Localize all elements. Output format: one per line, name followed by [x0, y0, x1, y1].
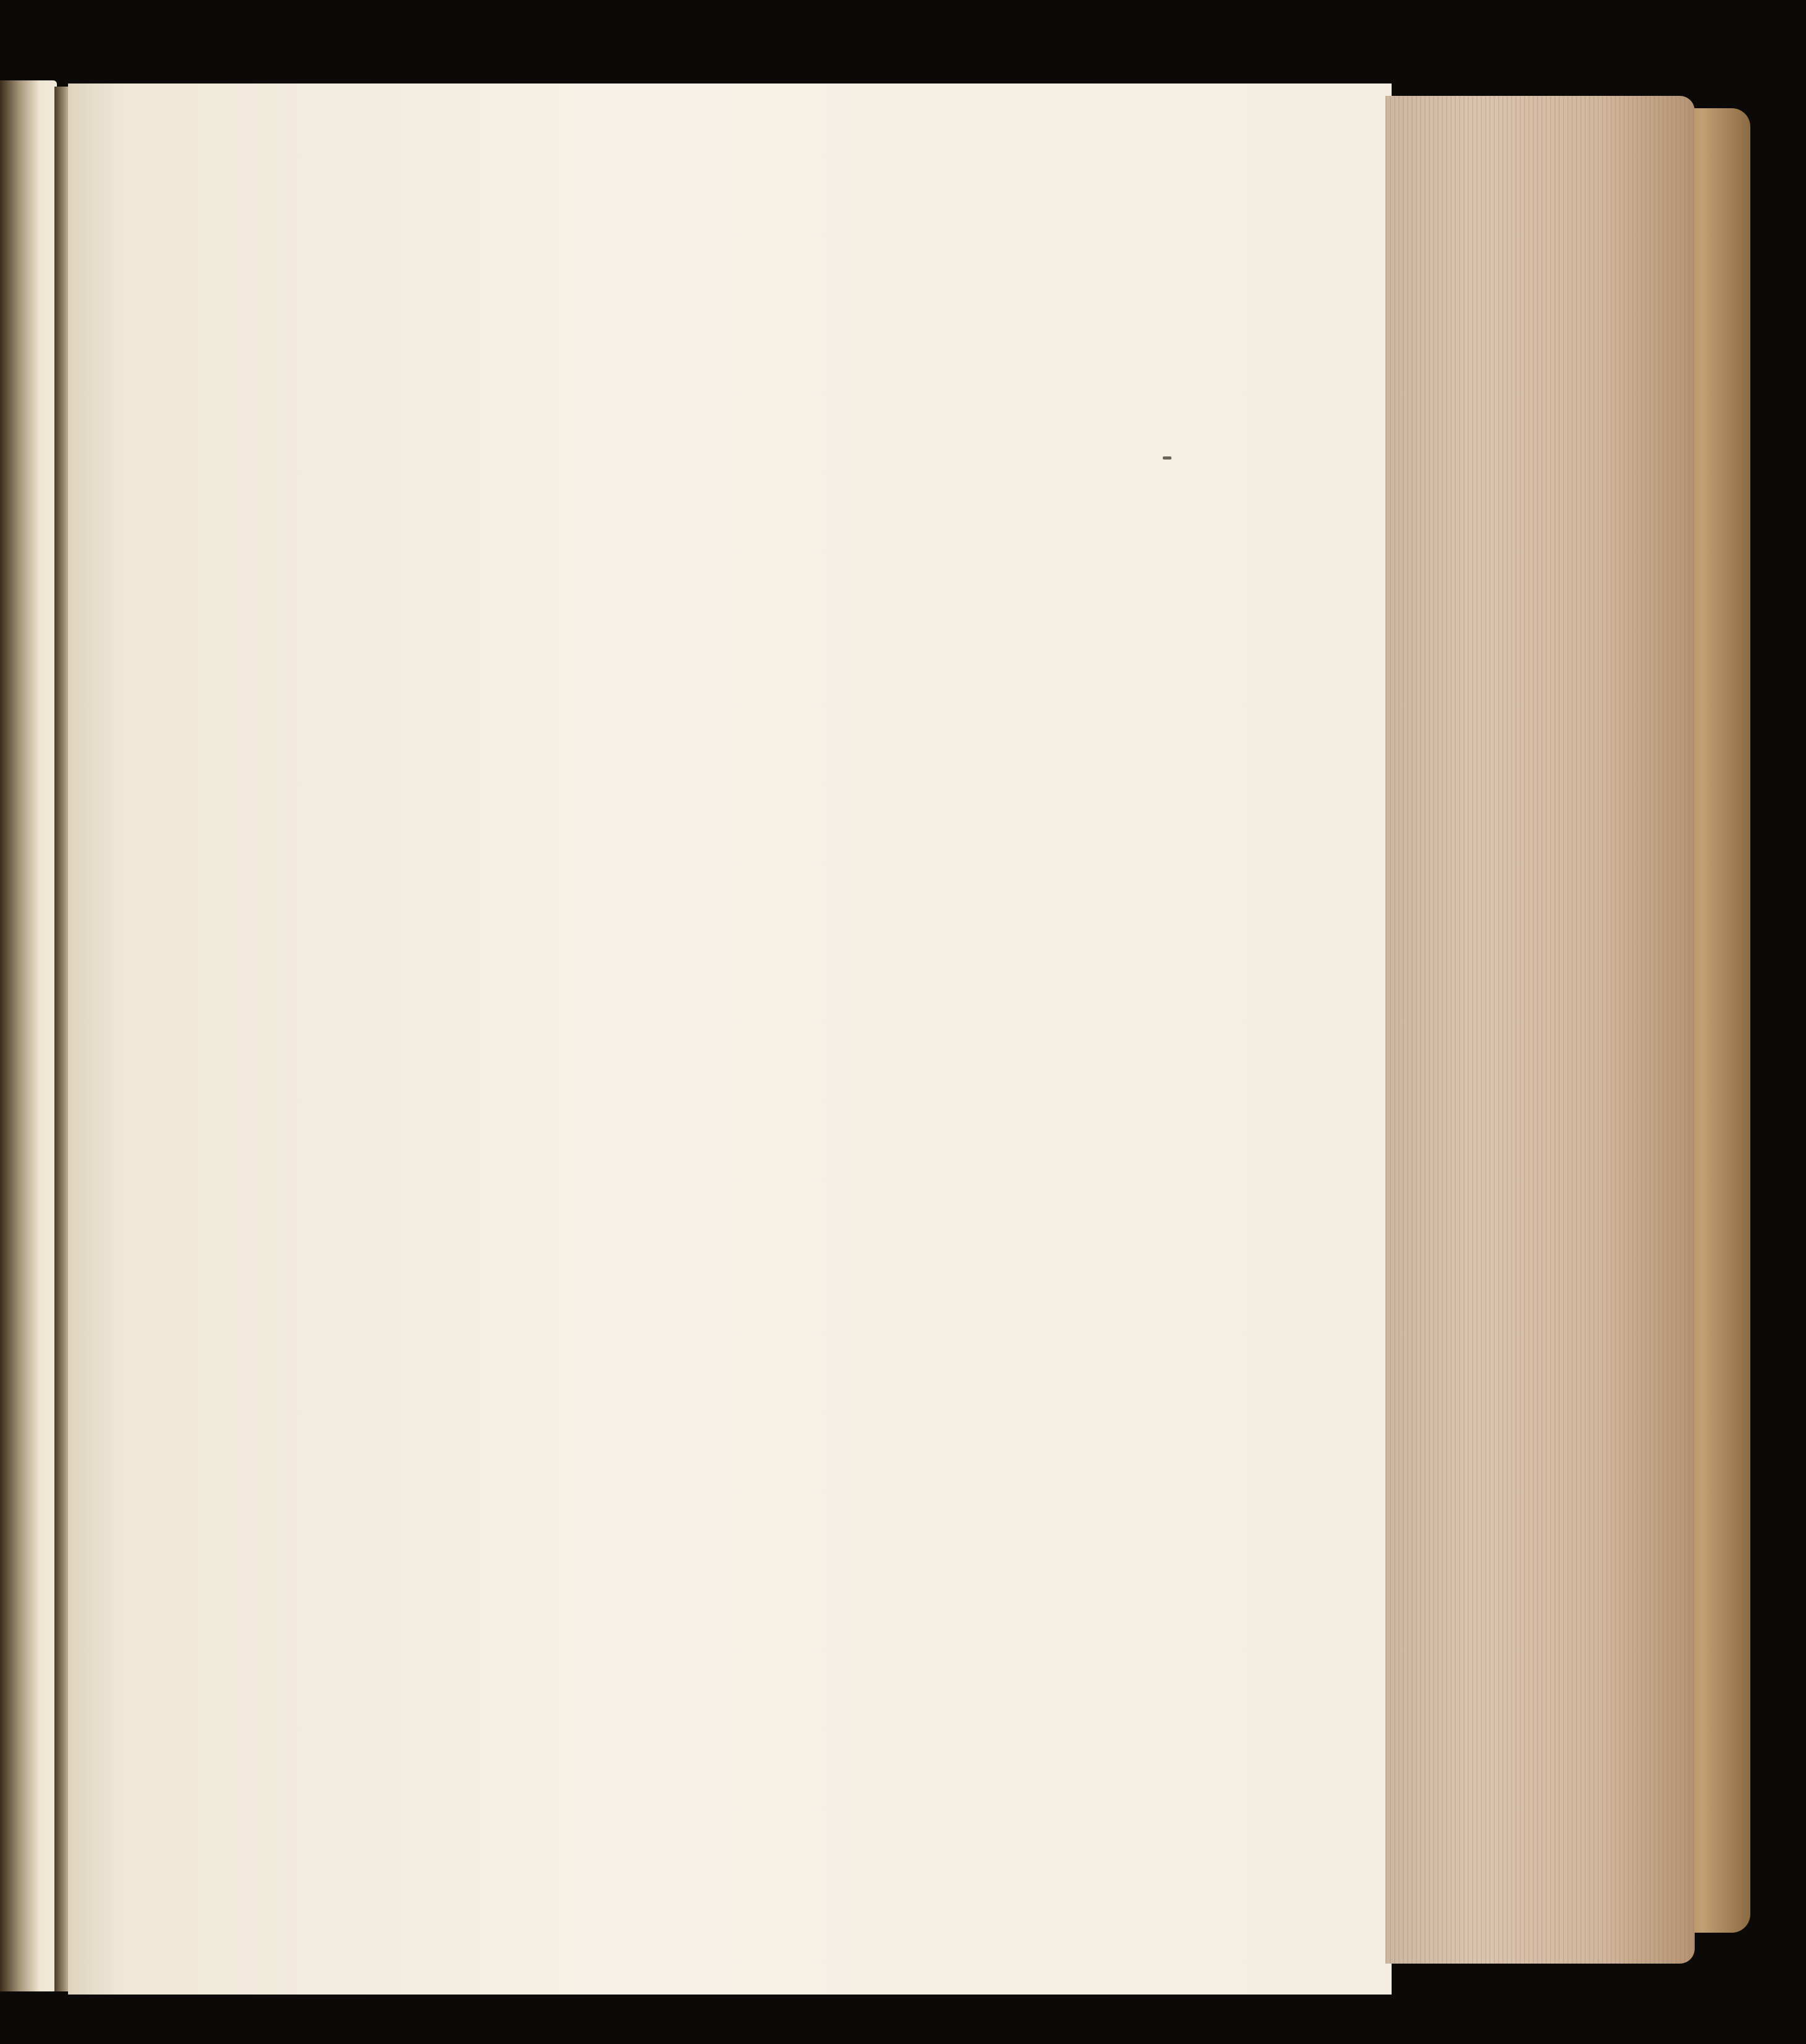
left-page-edge — [0, 80, 57, 1991]
page-block-edge — [1385, 96, 1695, 1964]
page — [68, 83, 1392, 1995]
ink-speck — [1163, 456, 1171, 460]
